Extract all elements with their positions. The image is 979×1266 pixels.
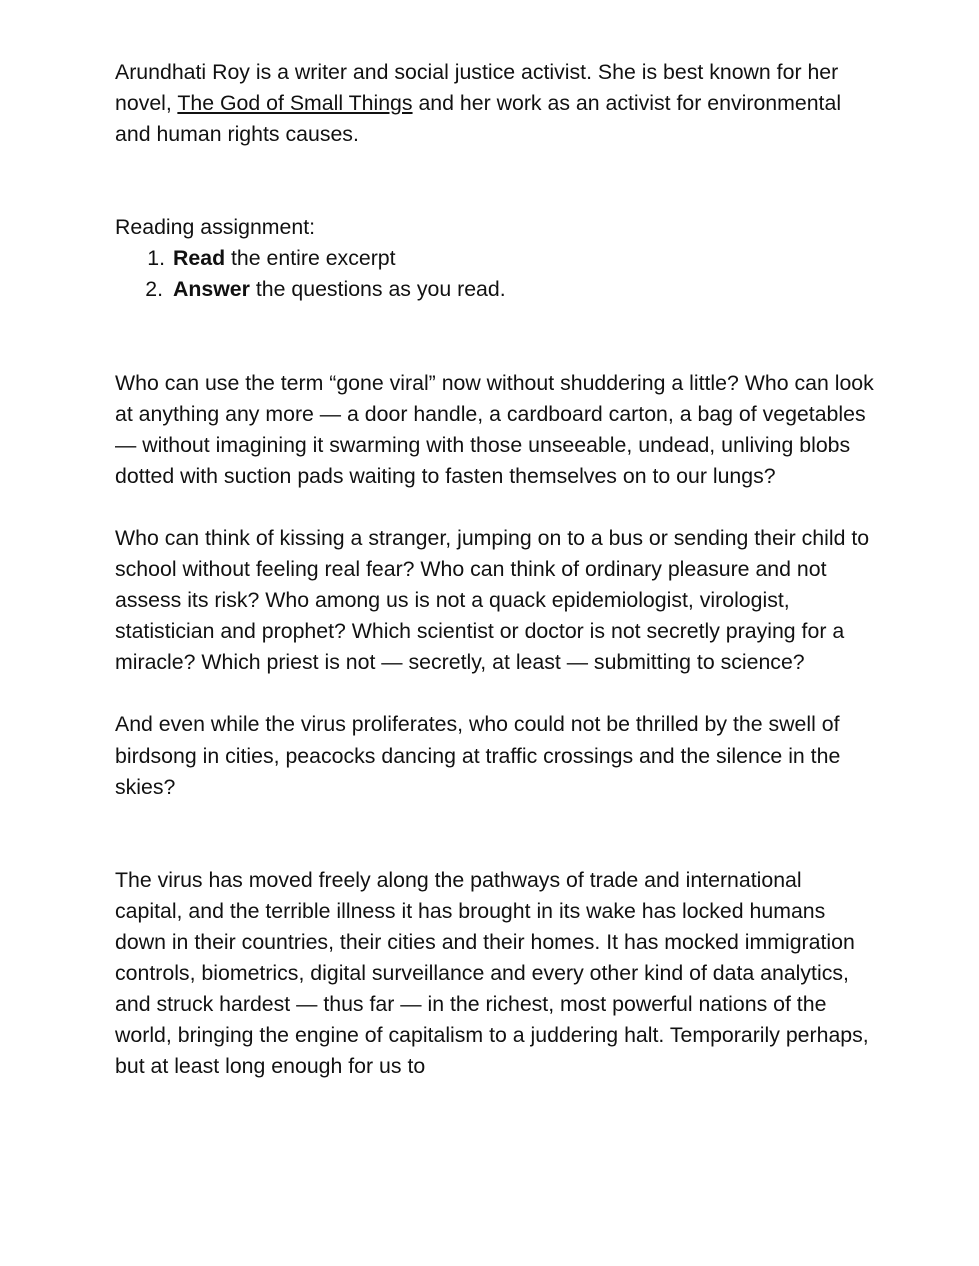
list-number: 1. bbox=[147, 246, 165, 271]
book-title-link: The God of Small Things bbox=[177, 91, 413, 116]
intro-paragraph bbox=[115, 57, 875, 150]
excerpt-paragraph: And even while the virus proliferates, who could not be thrilled by the swell of birdsong in cities, peacocks dancing at traffic crossings and the silence in the skies? bbox=[115, 712, 841, 799]
spacer bbox=[115, 306, 875, 368]
list-text: Read the entire excerpt bbox=[173, 246, 396, 271]
assignment-list bbox=[115, 243, 875, 305]
document-page bbox=[115, 57, 875, 1082]
list-text: Answer the questions as you read. bbox=[173, 277, 506, 302]
list-number: 2. bbox=[145, 277, 163, 302]
excerpt-paragraph: Who can think of kissing a stranger, jumping on to a bus or sending their child to school without feeling real fear? Who can think of ordinary pleasure and not assess its risk? Who among us is not a quack epidemiologist, virologist, statistician and prophet? Which scientist or doctor is not secretly praying for a miracle? Which priest is not — secretly, at least — submitting to science? bbox=[115, 525, 870, 675]
intro-text: Arundhati Roy is a writer and social justice activist. She is best known for her novel, bbox=[115, 60, 839, 116]
list-item bbox=[115, 243, 875, 274]
assignment-heading: Reading assignment: bbox=[115, 215, 316, 240]
spacer bbox=[115, 803, 875, 865]
spacer bbox=[115, 678, 875, 709]
spacer bbox=[115, 150, 875, 212]
list-item bbox=[115, 274, 875, 305]
excerpt-paragraph: Who can use the term “gone viral” now without shuddering a little? Who can look at anything any more — a door handle, a cardboard carton, a bag of vegetables — without imagining it swarming with those unseeable, undead, unliving blobs dotted with suction pads waiting to fasten themselves on to our lungs? bbox=[115, 370, 874, 488]
excerpt-paragraph: The virus has moved freely along the pathways of trade and international capital, and the terrible illness it has brought in its wake has locked humans down in their countries, their cities and their homes. It has mocked immigration controls, biometrics, digital surveillance and every other kind of data analytics, and struck hardest — thus far — in the richest, most powerful nations of the world, bringing the engine of capitalism to a juddering halt. Temporarily perhaps, but at least long enough for us to bbox=[115, 867, 869, 1079]
spacer bbox=[115, 492, 875, 523]
intro-text-continued: and her work as an activist for environmental and human rights causes. bbox=[115, 91, 842, 147]
